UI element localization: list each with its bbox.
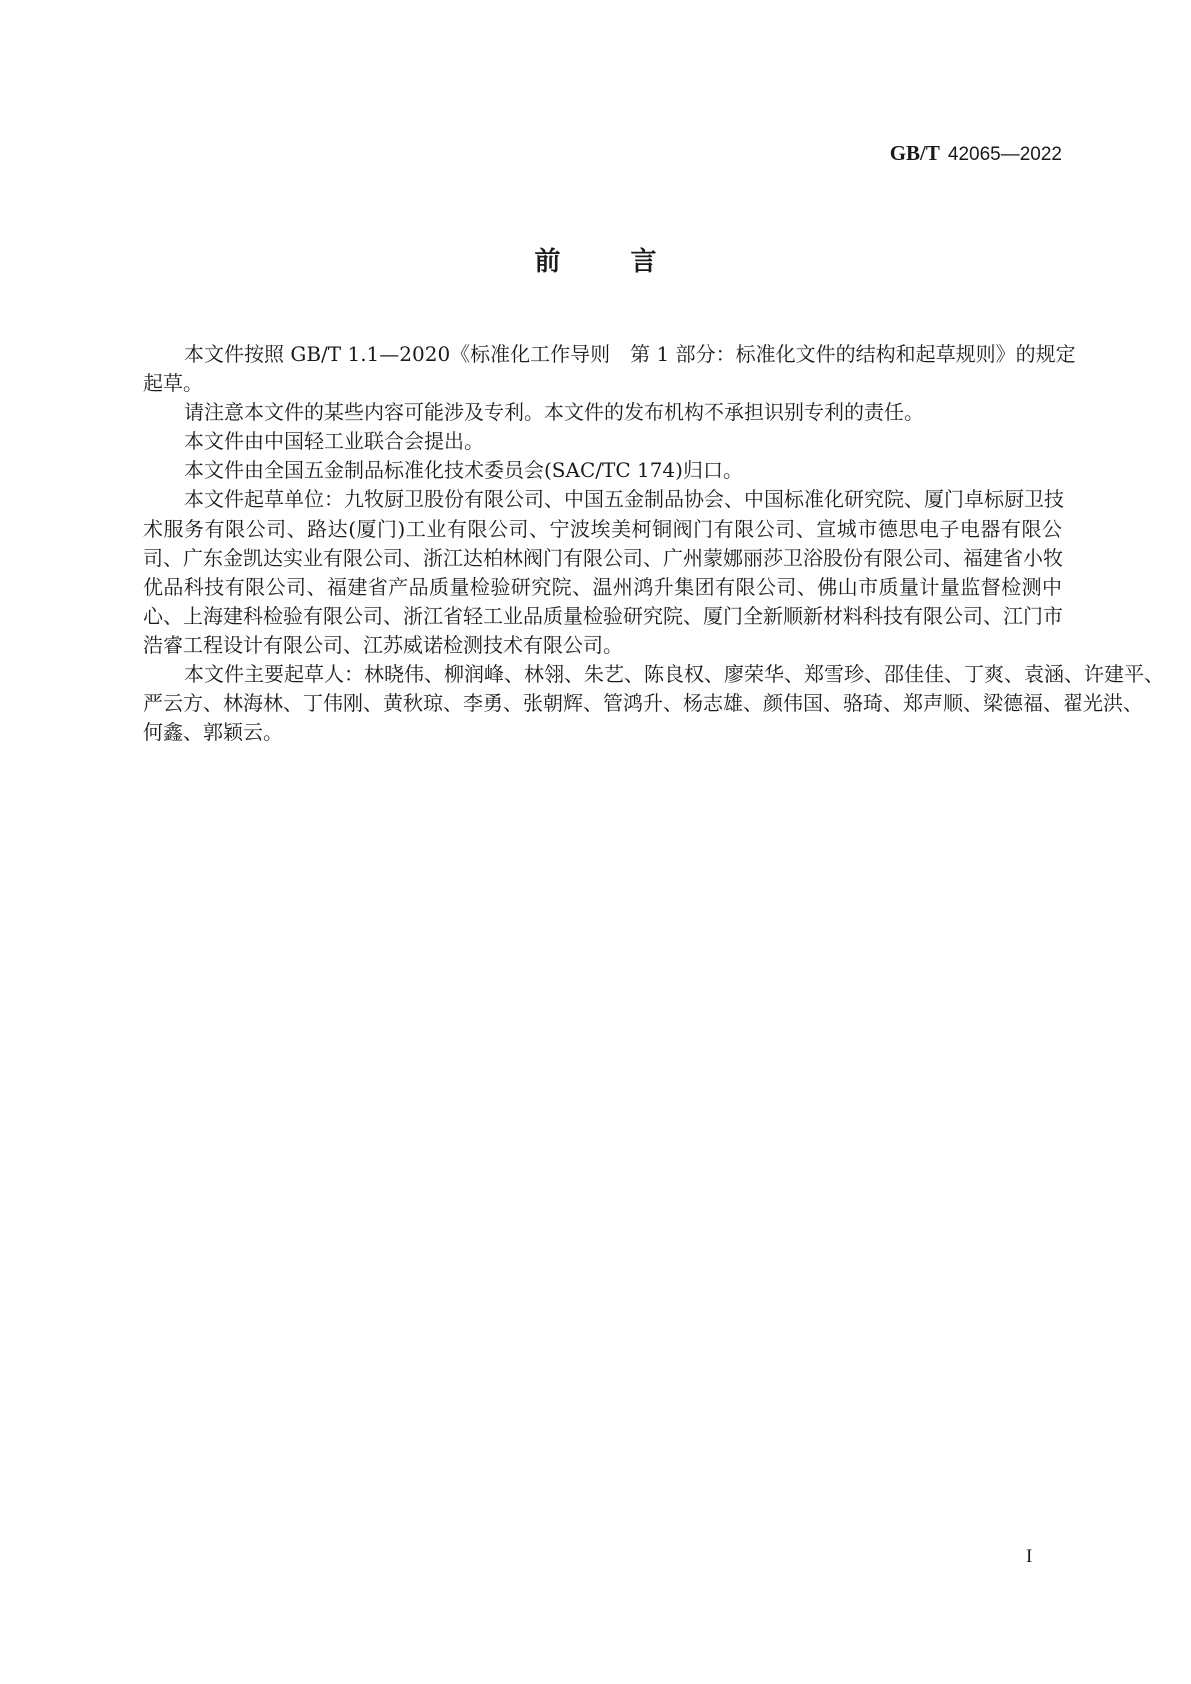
standard-code [890, 140, 1062, 168]
page-number: I [1026, 1546, 1033, 1567]
paragraph-line: 本文件由中国轻工业联合会提出。 [184, 429, 484, 454]
paragraph-line: 本文件起草单位：九牧厨卫股份有限公司、中国五金制品协会、中国标准化研究院、厦门卓标厨卫技 [184, 487, 1064, 512]
paragraph-line: 严云方、林海林、丁伟刚、黄秋琼、李勇、张朝辉、管鸿升、杨志雄、颜伟国、骆琦、郑声顺、梁德福、翟光洪、 [143, 691, 1143, 716]
paragraph-line: 本文件主要起草人：林晓伟、柳润峰、林翎、朱艺、陈良权、廖荣华、郑雪珍、邵佳佳、丁爽、袁涵、许建平、 [184, 662, 1164, 687]
paragraph [143, 427, 1062, 456]
paragraph-line: 浩睿工程设计有限公司、江苏威诺检测技术有限公司。 [143, 632, 623, 657]
paragraph-line: 起草。 [143, 371, 203, 396]
paragraph [143, 456, 1062, 485]
paragraph-line: 本文件由全国五金制品标准化技术委员会(SAC/TC 174)归口。 [184, 458, 743, 483]
paragraph [143, 660, 1164, 747]
paragraph-line: 术服务有限公司、路达(厦门)工业有限公司、宁波埃美柯铜阀门有限公司、宣城市德思电子电器有限公 [143, 516, 1062, 541]
title-char: 言 [630, 247, 657, 277]
document-body [143, 340, 1164, 747]
paragraph [143, 340, 1076, 398]
standard-number: 42065—2022 [947, 144, 1062, 165]
page-title [0, 245, 1191, 279]
paragraph-line: 司、广东金凯达实业有限公司、浙江达柏林阀门有限公司、广州蒙娜丽莎卫浴股份有限公司、福建省小牧 [143, 545, 1063, 570]
title-char: 前 [534, 247, 561, 277]
paragraph [143, 485, 1062, 660]
paragraph-line: 请注意本文件的某些内容可能涉及专利。本文件的发布机构不承担识别专利的责任。 [184, 400, 924, 425]
paragraph [143, 398, 1062, 427]
paragraph-line: 优品科技有限公司、福建省产品质量检验研究院、温州鸿升集团有限公司、佛山市质量计量监督检测中 [143, 574, 1062, 599]
paragraph-line: 何鑫、郭颖云。 [143, 720, 283, 745]
paragraph-line: 心、上海建科检验有限公司、浙江省轻工业品质量检验研究院、厦门全新顺新材料科技有限公司、江门市 [143, 603, 1063, 628]
paragraph-line: 本文件按照 GB/T 1.1—2020《标准化工作导则 第 1 部分：标准化文件的结构和起草规则》的规定 [184, 342, 1076, 366]
standard-prefix: GB/T [889, 141, 940, 165]
